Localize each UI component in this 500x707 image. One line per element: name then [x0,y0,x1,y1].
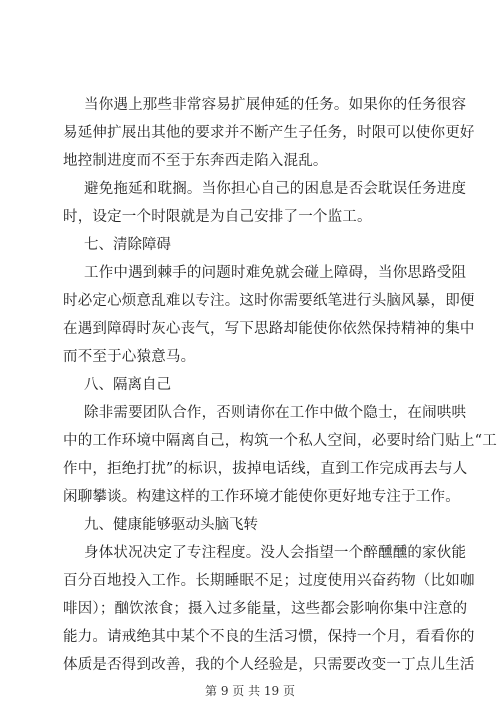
para4-line1: 除非需要团队合作，否则请你在工作中做个隐士，在闹哄哄 [84,405,467,421]
para1-line2: 易延伸扩展出其他的要求并不断产生子任务，时限可以使你更好 [63,125,475,141]
para4-line3: 作中，拒绝打扰”的标识，拔掉电话线，直到工作完成再去与人 [63,461,468,477]
section-heading-8: 八、隔离自己 [84,377,171,393]
para4-line2: 中的工作环境中隔离自己，构筑一个私人空间，必要时给门贴上“工 [63,433,497,449]
para5-line5: 体质是否得到改善，我的个人经验是，只需要改变一丁点儿生活 [63,657,475,673]
para1-line1: 当你遇上那些非常容易扩展伸延的任务。如果你的任务很容 [84,97,467,113]
para5-line1: 身体状况决定了专注程度。没人会指望一个醉醺醺的家伙能 [84,545,467,561]
para3-line3: 在遇到障碍时灰心丧气，写下思路却能使你依然保持精神的集中 [63,321,475,337]
para4-line4: 闲聊攀谈。构建这样的工作环境才能使你更好地专注于工作。 [63,489,460,505]
para1-line3: 地控制进度而不至于东奔西走陷入混乱。 [63,153,328,169]
para3-line4: 而不至于心猿意马。 [63,349,196,365]
section-heading-9: 九、健康能够驱动头脑飞转 [84,517,258,533]
para2-line2: 时，设定一个时限就是为自己安排了一个监工。 [63,209,372,225]
para3-line2: 时必定心烦意乱难以专注。这时你需要纸笔进行头脑风暴，即便 [63,293,475,309]
para5-line4: 能力。请戒绝其中某个不良的生活习惯，保持一个月，看看你的 [63,629,475,645]
para2-line1: 避免拖延和耽搁。当你担心自己的困息是否会耽误任务进度 [84,181,467,197]
para5-line2: 百分百地投入工作。长期睡眠不足；过度使用兴奋药物（比如咖 [63,573,475,589]
section-heading-7: 七、清除障碍 [84,237,171,253]
page-number-footer: 第 9 页 共 19 页 [205,684,295,698]
para3-line1: 工作中遇到棘手的问题时难免就会碰上障碍，当你思路受阻 [84,265,467,281]
para5-line3: 啡因）；酗饮浓食；摄入过多能量，这些都会影响你集中注意的 [63,601,468,617]
